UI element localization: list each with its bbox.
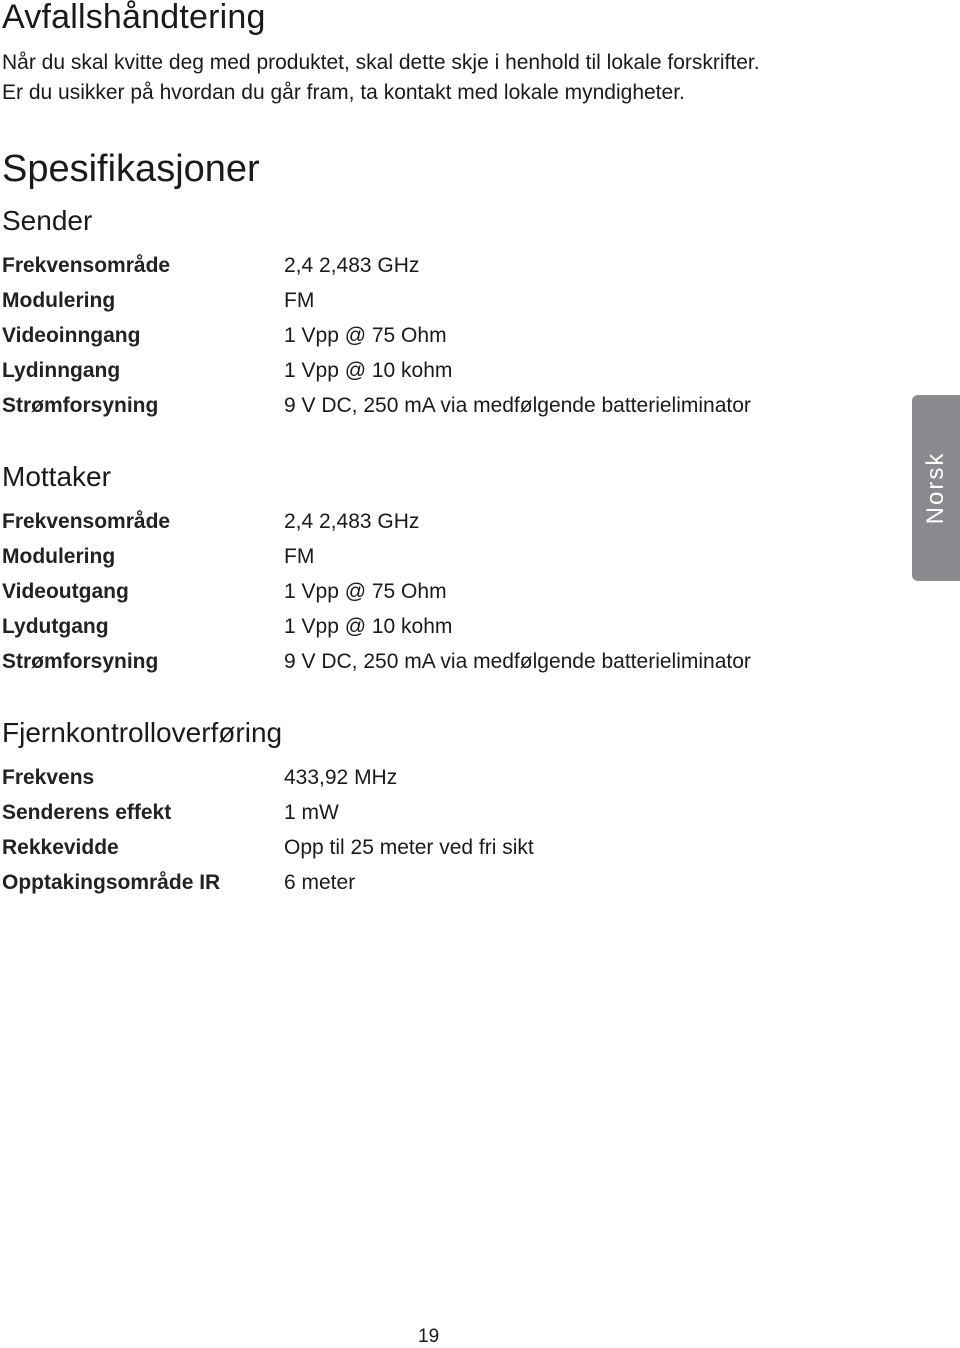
- disposal-text: [2, 48, 760, 108]
- sender-title: Sender: [2, 205, 93, 236]
- spec-value: 433,92 MHz: [284, 766, 398, 790]
- spec-row: [2, 353, 882, 388]
- spec-label: Rekkevidde: [2, 835, 119, 859]
- spec-label: Lydinngang: [2, 358, 121, 382]
- remote-title: Fjernkontrolloverføring: [2, 717, 283, 748]
- language-tab: [912, 395, 960, 581]
- spec-row: [2, 575, 882, 610]
- spec-row: [2, 319, 882, 354]
- specs-title: Spesifikasjoner: [2, 148, 260, 190]
- spec-value: 2,4 2,483 GHz: [284, 510, 420, 534]
- spec-label: Frekvens: [2, 766, 95, 790]
- spec-row: [2, 761, 882, 796]
- spec-row: [2, 540, 882, 575]
- spec-value: 1 Vpp @ 10 kohm: [284, 614, 453, 638]
- receiver-spec-table: [2, 505, 882, 679]
- spec-value: 9 V DC, 250 mA via medfølgende batterieliminator: [284, 649, 751, 673]
- spec-label: Senderens effekt: [2, 801, 172, 825]
- spec-label: Lydutgang: [2, 614, 109, 638]
- sender-spec-table: [2, 249, 882, 423]
- spec-row: [2, 865, 882, 900]
- spec-label: Strømforsyning: [2, 393, 159, 417]
- spec-label: Frekvensområde: [2, 254, 171, 278]
- spec-row: [2, 644, 882, 679]
- disposal-title: Avfallshåndtering: [2, 0, 266, 36]
- disposal-line-2: Er du usikker på hvordan du går fram, ta kontakt med lokale myndigheter.: [2, 81, 685, 104]
- spec-value: FM: [284, 289, 315, 313]
- spec-row: [2, 284, 882, 319]
- spec-label: Modulering: [2, 289, 116, 313]
- spec-value: 6 meter: [284, 870, 356, 894]
- spec-row: [2, 609, 882, 644]
- spec-label: Frekvensområde: [2, 510, 171, 534]
- spec-label: Modulering: [2, 545, 116, 569]
- spec-value: FM: [284, 545, 315, 569]
- spec-value: 1 Vpp @ 75 Ohm: [284, 323, 447, 347]
- receiver-title: Mottaker: [2, 461, 111, 492]
- spec-label: Videoinngang: [2, 323, 141, 347]
- page-number: 19: [418, 1326, 440, 1347]
- spec-row: [2, 831, 882, 866]
- language-tab-label: Norsk: [922, 451, 949, 525]
- remote-spec-table: [2, 761, 882, 900]
- spec-value: 9 V DC, 250 mA via medfølgende batterieliminator: [284, 393, 751, 417]
- spec-value: 1 mW: [284, 801, 339, 825]
- spec-row: [2, 505, 882, 540]
- spec-value: 2,4 2,483 GHz: [284, 254, 420, 278]
- spec-value: Opp til 25 meter ved fri sikt: [284, 835, 534, 859]
- disposal-line-1: Når du skal kvitte deg med produktet, skal dette skje i henhold til lokale forskrifter.: [2, 51, 760, 74]
- spec-row: [2, 796, 882, 831]
- spec-label: Videoutgang: [2, 579, 129, 603]
- spec-label: Opptakingsområde IR: [2, 870, 221, 894]
- spec-row: [2, 388, 882, 423]
- spec-row: [2, 249, 882, 284]
- spec-label: Strømforsyning: [2, 649, 159, 673]
- spec-value: 1 Vpp @ 75 Ohm: [284, 579, 447, 603]
- spec-value: 1 Vpp @ 10 kohm: [284, 358, 453, 382]
